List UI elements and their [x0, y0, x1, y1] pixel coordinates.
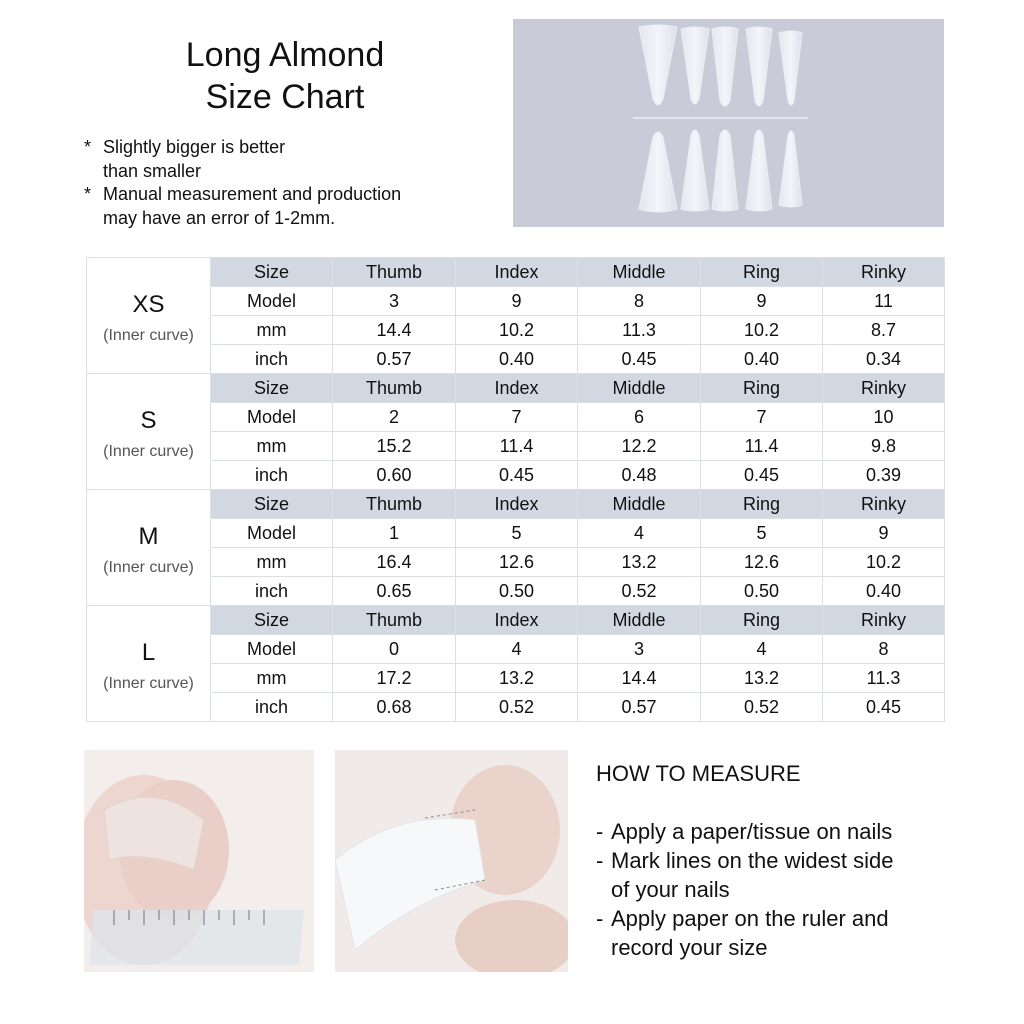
note-item [84, 183, 484, 230]
table-cell: Index [456, 606, 578, 635]
table-cell: Rinky [823, 258, 945, 287]
how-to-measure [596, 760, 966, 962]
table-cell: 0.50 [701, 577, 823, 606]
step-dash: - [596, 819, 604, 844]
title-line-2: Size Chart [205, 78, 365, 116]
table-cell: 8 [823, 635, 945, 664]
size-group-label [87, 606, 211, 722]
table-cell: Model [211, 403, 333, 432]
table-cell: 12.6 [701, 548, 823, 577]
table-cell: Ring [701, 606, 823, 635]
table-cell: 0.50 [456, 577, 578, 606]
table-row [87, 287, 945, 316]
table-cell: 10.2 [456, 316, 578, 345]
size-group-label [87, 374, 211, 490]
table-header-row [87, 374, 945, 403]
note-bullet: * [84, 137, 92, 157]
table-cell: 10 [823, 403, 945, 432]
table-cell: 8 [578, 287, 701, 316]
table-cell: 11.4 [701, 432, 823, 461]
table-header-row [87, 258, 945, 287]
note-text: Slightly bigger is better [103, 137, 286, 157]
size-chart-table [86, 257, 945, 722]
table-cell: 15.2 [333, 432, 456, 461]
how-to-step [596, 904, 966, 962]
table-cell: 0.39 [823, 461, 945, 490]
nail-tips-photo [513, 19, 944, 227]
table-cell: 4 [456, 635, 578, 664]
size-group-label [87, 490, 211, 606]
table-cell: 8.7 [823, 316, 945, 345]
table-row [87, 635, 945, 664]
table-header-row [87, 606, 945, 635]
table-cell: Ring [701, 258, 823, 287]
table-cell: 9 [823, 519, 945, 548]
note-text: than smaller [103, 160, 202, 181]
table-cell: Ring [701, 374, 823, 403]
table-row [87, 461, 945, 490]
table-cell: 0.65 [333, 577, 456, 606]
size-group-label [87, 258, 211, 374]
step-text: Apply a paper/tissue on nails [611, 819, 893, 844]
table-row [87, 432, 945, 461]
table-cell: inch [211, 461, 333, 490]
table-cell: 9.8 [823, 432, 945, 461]
table-row [87, 664, 945, 693]
size-name: M [138, 522, 159, 550]
table-cell: 11 [823, 287, 945, 316]
table-cell: mm [211, 664, 333, 693]
step-dash: - [596, 848, 604, 873]
notes [84, 136, 484, 230]
table-cell: Rinky [823, 606, 945, 635]
table-cell: Model [211, 287, 333, 316]
table-cell: 13.2 [456, 664, 578, 693]
size-name: XS [132, 290, 165, 318]
table-cell: 6 [578, 403, 701, 432]
inner-curve-label: (Inner curve) [103, 442, 194, 460]
table-cell: Middle [578, 606, 701, 635]
table-cell: 2 [333, 403, 456, 432]
table-cell: mm [211, 432, 333, 461]
table-cell: 7 [701, 403, 823, 432]
table-row [87, 316, 945, 345]
table-cell: 0.40 [701, 345, 823, 374]
table-cell: Thumb [333, 490, 456, 519]
how-to-step [596, 846, 966, 904]
table-cell: 0.45 [701, 461, 823, 490]
table-row [87, 519, 945, 548]
how-to-heading: HOW TO MEASURE [596, 761, 801, 786]
table-cell: Thumb [333, 606, 456, 635]
table-cell: 17.2 [333, 664, 456, 693]
table-cell: 11.4 [456, 432, 578, 461]
table-cell: 0.52 [578, 577, 701, 606]
table-cell: Middle [578, 490, 701, 519]
how-to-step [596, 817, 966, 846]
title-line-1: Long Almond [185, 36, 385, 74]
table-cell: 0.45 [456, 461, 578, 490]
table-cell: Size [211, 606, 333, 635]
table-row [87, 693, 945, 722]
ruler-measure-photo [84, 750, 314, 972]
table-cell: 4 [701, 635, 823, 664]
table-cell: 0.34 [823, 345, 945, 374]
paper-mark-photo [335, 750, 568, 972]
step-text: Apply paper on the ruler and [611, 906, 889, 931]
table-cell: Size [211, 490, 333, 519]
table-cell: 0 [333, 635, 456, 664]
table-cell: 3 [578, 635, 701, 664]
table-cell: 0.57 [578, 693, 701, 722]
table-cell: 7 [456, 403, 578, 432]
table-cell: mm [211, 548, 333, 577]
table-cell: 0.40 [456, 345, 578, 374]
table-cell: 10.2 [701, 316, 823, 345]
inner-curve-label: (Inner curve) [103, 558, 194, 576]
finger-ruler-illustration [84, 750, 314, 972]
table-cell: 0.57 [333, 345, 456, 374]
inner-curve-label: (Inner curve) [103, 674, 194, 692]
note-text: Manual measurement and production [103, 184, 402, 204]
table-cell: inch [211, 345, 333, 374]
table-cell: 13.2 [578, 548, 701, 577]
table-cell: 10.2 [823, 548, 945, 577]
note-item [84, 136, 484, 183]
note-text: may have an error of 1-2mm. [103, 207, 336, 228]
table-cell: Index [456, 374, 578, 403]
table-cell: 5 [456, 519, 578, 548]
table-cell: 0.40 [823, 577, 945, 606]
table-cell: Middle [578, 258, 701, 287]
step-text: of your nails [611, 877, 730, 902]
table-row [87, 403, 945, 432]
table-cell: 0.45 [578, 345, 701, 374]
table-row [87, 577, 945, 606]
size-name: S [140, 406, 157, 434]
table-cell: 3 [333, 287, 456, 316]
table-cell: 16.4 [333, 548, 456, 577]
table-cell: 13.2 [701, 664, 823, 693]
finger-paper-illustration [335, 750, 568, 972]
table-cell: Model [211, 635, 333, 664]
step-dash: - [596, 906, 604, 931]
nail-tips-illustration [513, 19, 944, 227]
table-cell: 9 [456, 287, 578, 316]
table-cell: 1 [333, 519, 456, 548]
table-header-row [87, 490, 945, 519]
step-text: record your size [611, 935, 768, 960]
note-bullet: * [84, 184, 92, 204]
table-cell: Thumb [333, 258, 456, 287]
table-cell: 0.52 [456, 693, 578, 722]
table-cell: Middle [578, 374, 701, 403]
table-cell: 0.45 [823, 693, 945, 722]
table-cell: 0.60 [333, 461, 456, 490]
table-cell: Model [211, 519, 333, 548]
table-row [87, 345, 945, 374]
table-cell: 9 [701, 287, 823, 316]
table-row [87, 548, 945, 577]
table-cell: 0.68 [333, 693, 456, 722]
table-cell: Thumb [333, 374, 456, 403]
table-cell: 14.4 [333, 316, 456, 345]
table-cell: 11.3 [823, 664, 945, 693]
table-cell: Size [211, 258, 333, 287]
table-cell: 11.3 [578, 316, 701, 345]
table-cell: 12.2 [578, 432, 701, 461]
step-text: Mark lines on the widest side [611, 848, 894, 873]
table-cell: Index [456, 490, 578, 519]
table-cell: 14.4 [578, 664, 701, 693]
table-cell: 0.48 [578, 461, 701, 490]
table-cell: 12.6 [456, 548, 578, 577]
table-cell: Rinky [823, 374, 945, 403]
table-cell: inch [211, 693, 333, 722]
table-cell: Size [211, 374, 333, 403]
table-cell: inch [211, 577, 333, 606]
table-cell: 0.52 [701, 693, 823, 722]
table-cell: Rinky [823, 490, 945, 519]
size-name: L [141, 638, 156, 666]
table-cell: 5 [701, 519, 823, 548]
inner-curve-label: (Inner curve) [103, 326, 194, 344]
chart-title [130, 34, 440, 118]
table-cell: Index [456, 258, 578, 287]
table-cell: Ring [701, 490, 823, 519]
table-cell: mm [211, 316, 333, 345]
table-cell: 4 [578, 519, 701, 548]
